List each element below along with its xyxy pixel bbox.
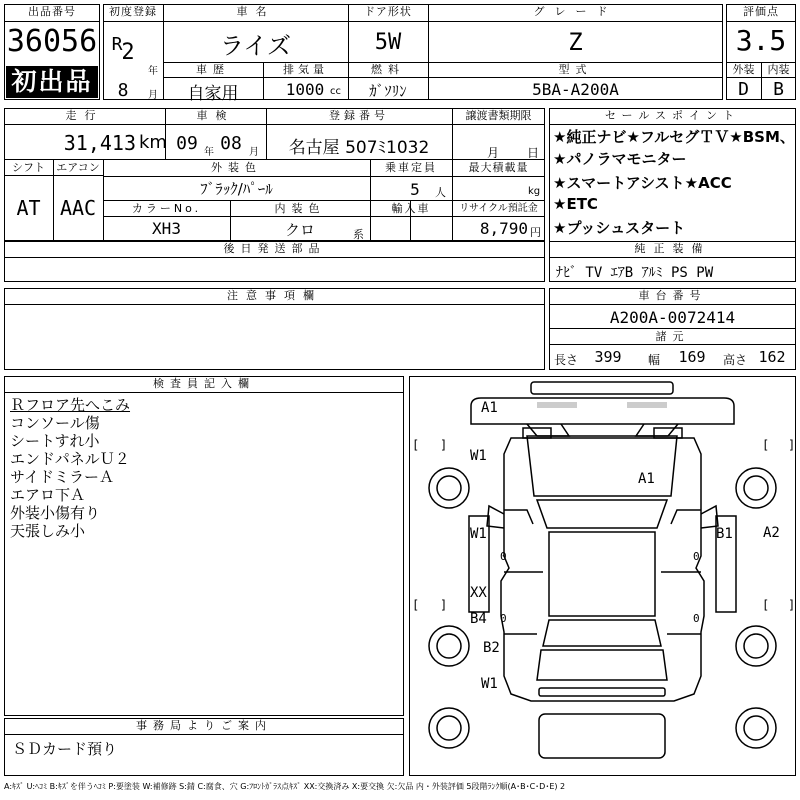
inspector-note: Ｒフロア先へこみ [10, 396, 131, 414]
inspector-note: コンソール傷 [10, 414, 100, 432]
fuel-label: 燃料 [371, 63, 405, 76]
month-value: 8 [117, 80, 129, 101]
sales-point-line: ★ETC [553, 195, 598, 213]
bracket-close: ] [440, 438, 448, 452]
inspector-note: サイドミラーＡ [10, 468, 114, 486]
capacity-value: 5 [410, 180, 420, 199]
exterior-color-label: 外装色 [211, 161, 262, 174]
grade-value: Z [568, 28, 583, 56]
recycle-label: リサイクル預託金 [459, 203, 538, 214]
import-label: 輸入車 [391, 202, 431, 215]
lot-label: 出品番号 [28, 5, 76, 18]
inspector-title: 検査員記入欄 [153, 377, 255, 390]
damage-mark-hood: A1 [638, 471, 655, 487]
lot-number: 36056 [6, 24, 98, 59]
capacity-unit: 人 [435, 186, 446, 199]
damage-mark-right-mirror: A2 [763, 525, 780, 541]
color-no-value: XH3 [152, 219, 181, 238]
legend: A:ｷｽﾞ U:ﾍｺﾐ B:ｷｽﾞを伴うﾍｺﾐ P:要塗装 W:補修跡 S:錆 C:腐食、穴 G:ﾌﾛﾝﾄｶﾞﾗｽ点ｷｽﾞ XX:交換済み X:要交換 欠:欠品 内・外装評価 5段階ﾗﾝｸ順(A･B･C･D･E) 2 [4, 782, 566, 791]
shift-value: AT [16, 196, 41, 220]
shift-label: シフト [12, 161, 45, 174]
sales-point-line: ★スマートアシスト★ACC [553, 174, 732, 192]
model-value: 5BA-A200A [532, 80, 619, 99]
dims-title: 諸元 [655, 330, 690, 343]
damage-mark-left-rear-door-xx: XX [470, 585, 487, 601]
first-reg-label: 初度登録 [109, 5, 157, 18]
exterior-grade: D [738, 79, 749, 100]
inspector-note: 外装小傷有り [10, 504, 101, 522]
damage-mark-left-fender: W1 [470, 448, 487, 464]
mileage-label: 走行 [65, 109, 104, 122]
damage-mark-left-front-door: W1 [470, 526, 487, 542]
zero-mark: 0 [693, 612, 700, 625]
inspection-month: 08 [220, 133, 242, 154]
transfer-day-unit: 日 [527, 146, 540, 160]
plate-label: 登録番号 [329, 109, 389, 122]
mileage-value: 31,413 [63, 131, 136, 155]
inspection-month-unit: 月 [249, 147, 259, 158]
damage-mark-left-rear: W1 [481, 676, 498, 692]
recycle-unit: 円 [530, 226, 541, 239]
displacement-label: 排気量 [283, 63, 328, 76]
zero-mark: 0 [500, 612, 507, 625]
bracket-open: [ [412, 438, 420, 452]
length-label: 長さ [554, 353, 579, 367]
zero-mark: 0 [500, 550, 507, 563]
inspection-label: 車検 [196, 109, 235, 122]
bracket-open: [ [762, 598, 770, 612]
bracket-open: [ [762, 438, 770, 452]
grade-label: グレード [533, 5, 618, 18]
bracket-close: ] [788, 598, 796, 612]
door-label: ドア形状 [364, 5, 412, 18]
first-listing-badge: 初出品 [6, 66, 98, 98]
later-parts-label: 後日発送部品 [223, 242, 326, 255]
ac-value: AAC [59, 196, 97, 220]
office-title: 事務局よりご案内 [136, 719, 272, 732]
length-value: 399 [594, 348, 622, 366]
history-label: 車歴 [196, 63, 230, 76]
displacement-value: 1000 [285, 80, 325, 99]
damage-mark-right-front-door: B1 [716, 526, 733, 542]
year-unit: 年 [148, 66, 158, 77]
interior-grade: B [773, 79, 784, 100]
width-value: 169 [678, 348, 706, 366]
height-value: 162 [758, 348, 786, 366]
chassis-title: 車台番号 [638, 289, 707, 302]
capacity-label: 乗車定員 [385, 161, 437, 174]
height-label: 高さ [723, 353, 748, 367]
transfer-label: 譲渡書類期限 [465, 109, 532, 122]
month-unit: 月 [148, 90, 158, 101]
era: R [111, 34, 123, 55]
genuine-equipment-title: 純正装備 [634, 242, 711, 255]
fuel-value: ｶﾞｿﾘﾝ [369, 82, 407, 100]
year-value: 2 [121, 40, 135, 65]
score-label: 評価点 [743, 5, 779, 18]
model-label: 型式 [558, 63, 593, 76]
car-name-label: 車名 [236, 5, 275, 18]
transfer-month-unit: 月 [487, 146, 500, 160]
damage-mark-left-rear-door-b4: B4 [470, 611, 487, 627]
score-value: 3.5 [735, 24, 787, 57]
interior-color-value: クロ [284, 221, 315, 239]
inspector-note: エアロ下Ａ [10, 486, 86, 504]
bracket-open: [ [412, 598, 420, 612]
door-value: 5W [374, 30, 402, 55]
mileage-unit: km [139, 132, 167, 153]
bracket-close: ] [788, 438, 796, 452]
interior-color-label: 内装色 [274, 202, 326, 215]
inspector-note: エンドパネルＵ２ [10, 450, 130, 468]
max-load-unit: kg [528, 186, 541, 197]
chassis-value: A200A-0072414 [609, 308, 736, 327]
interior-grade-label: 内装 [767, 63, 790, 76]
ac-label: エアコン [56, 161, 100, 174]
genuine-equipment-value: ﾅﾋﾞ TV ｴｱB ｱﾙﾐ PS PW [556, 265, 714, 281]
inspection-year: 09 [176, 133, 198, 154]
damage-mark-front-bumper: A1 [481, 400, 498, 416]
sales-points-title: セールスポイント [604, 109, 740, 122]
damage-mark-left-quarter: B2 [483, 640, 500, 656]
zero-mark: 0 [693, 550, 700, 563]
inspection-year-unit: 年 [204, 147, 214, 158]
sales-point-line: ★純正ナビ★フルセグＴＶ★BSM、 [553, 128, 795, 146]
sales-point-line: ★プッシュスタート [553, 219, 686, 237]
sales-point-line: ★パノラマモニター [553, 150, 687, 168]
car-name: ライズ [219, 32, 292, 60]
displacement-unit: cc [330, 86, 341, 97]
office-message: ＳＤカード預り [12, 740, 118, 758]
exterior-color-value: ﾌﾞﾗｯｸ/ﾊﾟｰﾙ [200, 180, 273, 198]
inspector-note: シートすれ小 [10, 432, 100, 450]
color-no-label: カラーNo. [131, 202, 202, 215]
history-value: 自家用 [187, 84, 239, 104]
bracket-close: ] [440, 598, 448, 612]
exterior-grade-label: 外装 [732, 63, 755, 76]
width-label: 幅 [648, 353, 661, 367]
inspector-note: 天張しみ小 [10, 522, 86, 540]
plate-value: 名古屋 507ﾐ1032 [288, 138, 430, 158]
max-load-label: 最大積載量 [468, 161, 529, 174]
recycle-value: 8,790 [479, 219, 528, 238]
car-outline [409, 376, 796, 776]
interior-color-unit: 系 [353, 228, 364, 241]
notes-title: 注意事項欄 [227, 289, 322, 302]
